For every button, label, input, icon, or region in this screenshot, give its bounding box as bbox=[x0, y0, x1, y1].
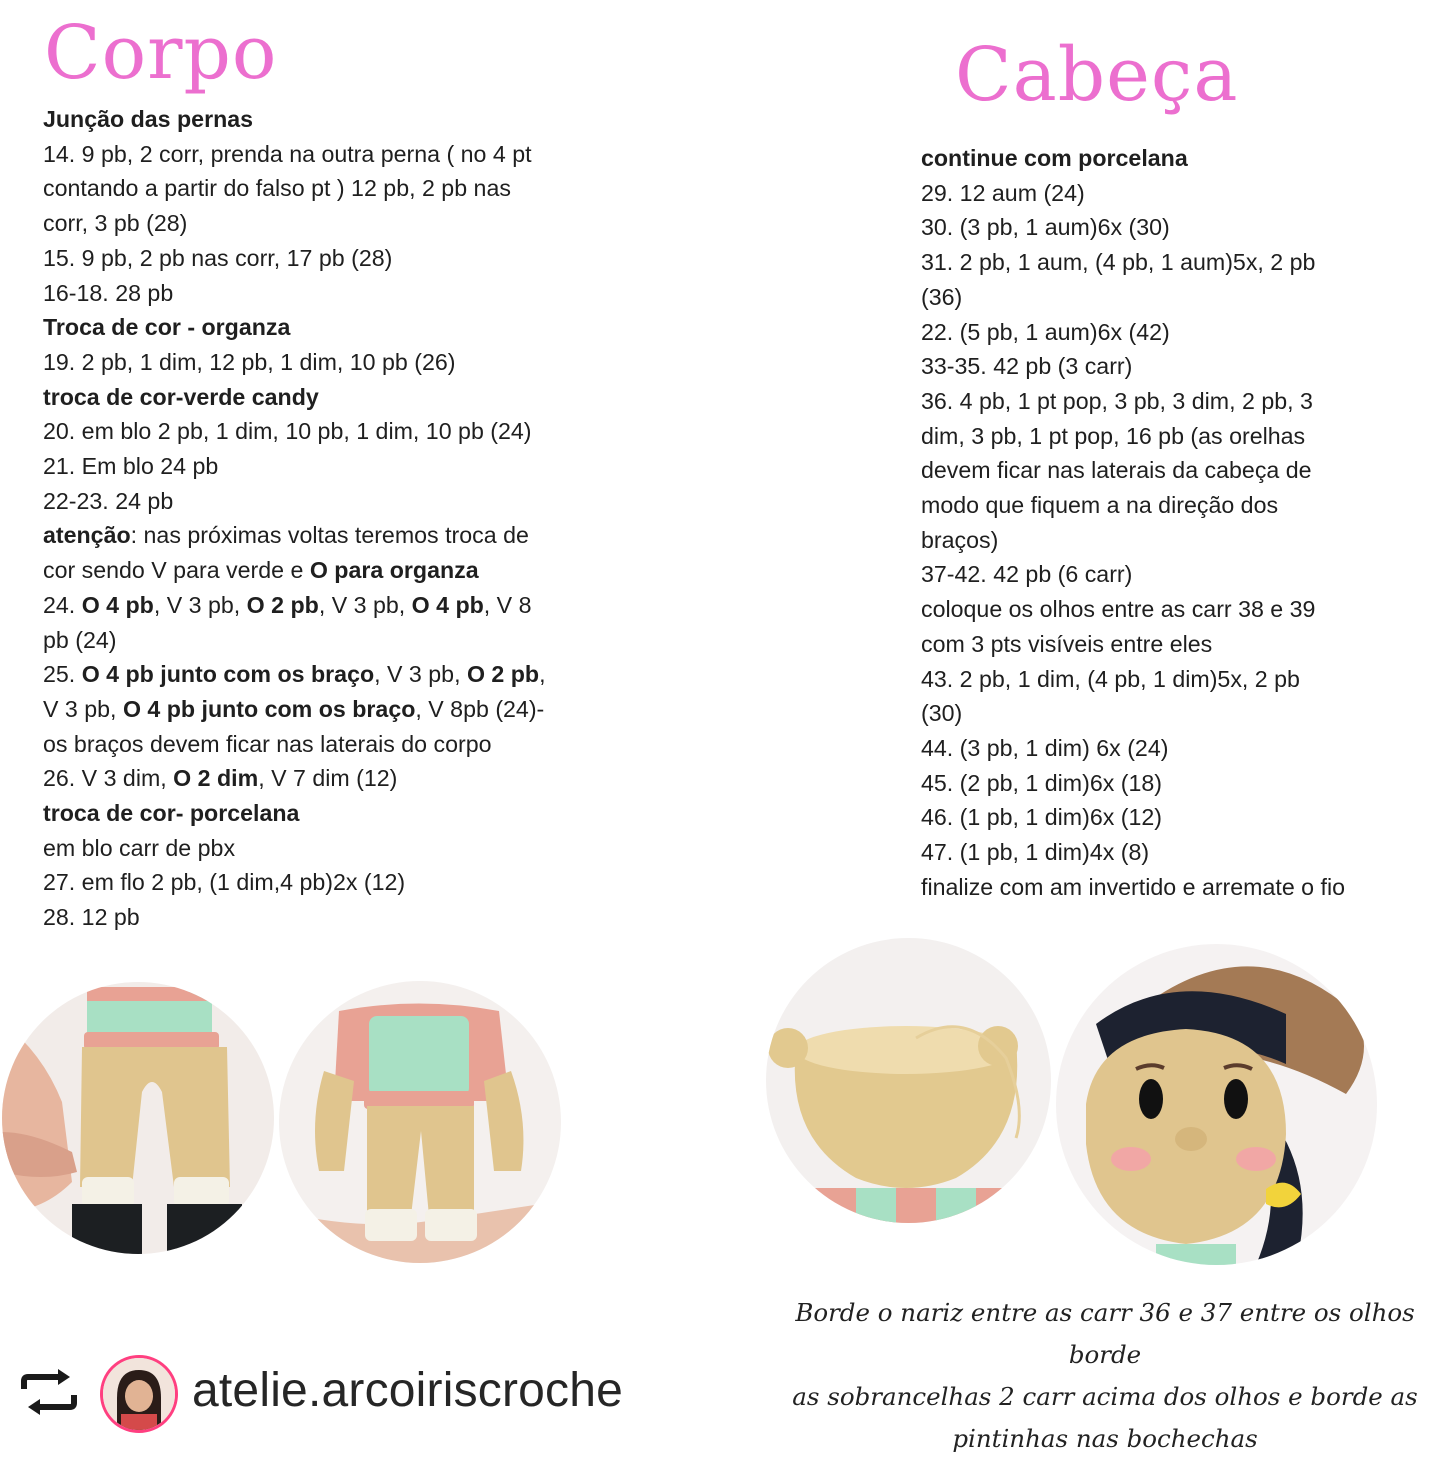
instruction-line bbox=[43, 102, 618, 137]
instruction-line bbox=[921, 349, 1421, 384]
instruction-line bbox=[921, 800, 1421, 835]
text: , bbox=[539, 661, 546, 688]
note-line: Borde o nariz entre as carr 36 e 37 entre os olhos borde bbox=[795, 1298, 1415, 1369]
crochet-head-back-photo bbox=[766, 938, 1051, 1223]
text: V 3 pb, bbox=[43, 695, 123, 722]
bold-text: troca de cor-verde candy bbox=[43, 383, 319, 410]
text: braços) bbox=[921, 526, 999, 553]
avatar[interactable] bbox=[100, 1355, 178, 1433]
text: (36) bbox=[921, 283, 963, 310]
instruction-line bbox=[43, 588, 618, 623]
instruction-line bbox=[43, 727, 618, 762]
instruction-line bbox=[43, 553, 618, 588]
instruction-line bbox=[43, 310, 618, 345]
text: 20. em blo 2 pb, 1 dim, 10 pb, 1 dim, 10 pb (24) bbox=[43, 418, 532, 445]
instruction-line bbox=[921, 557, 1421, 592]
bold-text: O 2 dim bbox=[173, 765, 259, 792]
instruction-line bbox=[921, 627, 1421, 662]
text: 26. V 3 dim, bbox=[43, 765, 174, 792]
instruction-line bbox=[43, 900, 618, 935]
instruction-line bbox=[921, 523, 1421, 558]
text: , V 3 pb, bbox=[153, 591, 247, 618]
text: 36. 4 pb, 1 pt pop, 3 pb, 3 dim, 2 pb, 3 bbox=[921, 387, 1313, 414]
bold-text: troca de cor- porcelana bbox=[43, 800, 300, 827]
cabeca-instructions bbox=[921, 141, 1421, 904]
text: 14. 9 pb, 2 corr, prenda na outra perna ( no 4 pt bbox=[43, 140, 532, 167]
instruction-line bbox=[43, 692, 618, 727]
instruction-line bbox=[921, 662, 1421, 697]
instruction-line bbox=[43, 276, 618, 311]
bold-text: O 2 pb bbox=[246, 591, 319, 618]
corpo-instructions bbox=[43, 102, 618, 935]
text: finalize com am invertido e arremate o fio bbox=[921, 873, 1345, 900]
instruction-line bbox=[43, 414, 618, 449]
text: modo que fiquem a na direção dos bbox=[921, 492, 1279, 519]
text: 21. Em blo 24 pb bbox=[43, 453, 219, 480]
account-handle[interactable]: atelie.arcoiriscroche bbox=[192, 1364, 624, 1417]
text: 15. 9 pb, 2 pb nas corr, 17 pb (28) bbox=[43, 244, 393, 271]
cabeca-title: Cabeça bbox=[955, 32, 1239, 118]
text: em blo carr de pbx bbox=[43, 834, 236, 861]
instruction-line bbox=[43, 831, 618, 866]
bold-text: O 4 pb junto com os braço bbox=[122, 695, 416, 722]
bold-text: O 4 pb junto com os braço bbox=[81, 661, 375, 688]
instruction-line bbox=[921, 835, 1421, 870]
instruction-line bbox=[43, 518, 618, 553]
instruction-line bbox=[43, 623, 618, 658]
text: cor sendo V para verde e bbox=[43, 557, 310, 584]
instruction-line bbox=[43, 449, 618, 484]
bold-text: Troca de cor - organza bbox=[43, 314, 291, 341]
instruction-line bbox=[43, 345, 618, 380]
note-line: as sobrancelhas 2 carr acima dos olhos e borde as bbox=[792, 1382, 1418, 1411]
bold-text: O 4 pb bbox=[81, 591, 154, 618]
text: pb (24) bbox=[43, 626, 117, 653]
text: 43. 2 pb, 1 dim, (4 pb, 1 dim)5x, 2 pb bbox=[921, 665, 1300, 692]
instruction-line bbox=[921, 176, 1421, 211]
instruction-line bbox=[43, 206, 618, 241]
bold-text: Junção das pernas bbox=[43, 106, 254, 132]
instruction-line bbox=[43, 865, 618, 900]
text: 30. (3 pb, 1 aum)6x (30) bbox=[921, 214, 1170, 241]
crochet-body-arms-photo bbox=[279, 981, 561, 1263]
instruction-line bbox=[921, 315, 1421, 350]
text: dim, 3 pb, 1 pt pop, 16 pb (as orelhas bbox=[921, 422, 1306, 449]
text: , V 8pb (24)- bbox=[415, 695, 545, 722]
text: 44. (3 pb, 1 dim) 6x (24) bbox=[921, 734, 1169, 761]
text: 22-23. 24 pb bbox=[43, 487, 174, 514]
text: 29. 12 aum (24) bbox=[921, 179, 1085, 206]
instruction-line bbox=[921, 280, 1421, 315]
instruction-line bbox=[43, 796, 618, 831]
text: 45. (2 pb, 1 dim)6x (18) bbox=[921, 769, 1163, 796]
instruction-line bbox=[43, 761, 618, 796]
instruction-line bbox=[43, 657, 618, 692]
instruction-line bbox=[43, 380, 618, 415]
bold-text: continue com porcelana bbox=[921, 145, 1188, 171]
corpo-title: Corpo bbox=[44, 10, 278, 96]
instruction-line bbox=[921, 731, 1421, 766]
text: : nas próximas voltas teremos troca de bbox=[130, 522, 529, 549]
instruction-line bbox=[43, 137, 618, 172]
text: devem ficar nas laterais da cabeça de bbox=[921, 457, 1312, 484]
embroidery-note bbox=[780, 1292, 1430, 1460]
text: 19. 2 pb, 1 dim, 12 pb, 1 dim, 10 pb (26) bbox=[43, 348, 456, 375]
instruction-line bbox=[43, 241, 618, 276]
repost-icon bbox=[18, 1369, 80, 1415]
text: , V 3 pb, bbox=[318, 591, 412, 618]
text: 37-42. 42 pb (6 carr) bbox=[921, 561, 1133, 588]
note-line: pintinhas nas bochechas bbox=[952, 1424, 1258, 1453]
text: (30) bbox=[921, 700, 963, 727]
text: , V 3 pb, bbox=[374, 661, 467, 688]
text: 33-35. 42 pb (3 carr) bbox=[921, 353, 1133, 380]
repost-footer bbox=[18, 1355, 718, 1435]
text: 47. (1 pb, 1 dim)4x (8) bbox=[921, 839, 1150, 866]
instruction-line bbox=[921, 592, 1421, 627]
instruction-line bbox=[921, 766, 1421, 801]
text: 31. 2 pb, 1 aum, (4 pb, 1 aum)5x, 2 pb bbox=[921, 249, 1316, 276]
text: com 3 pts visíveis entre eles bbox=[921, 630, 1213, 657]
bold-text: atenção bbox=[43, 522, 131, 549]
crochet-face-photo bbox=[1056, 944, 1377, 1265]
text: 25. bbox=[43, 661, 82, 688]
text: 46. (1 pb, 1 dim)6x (12) bbox=[921, 804, 1163, 831]
text: corr, 3 pb (28) bbox=[43, 210, 188, 237]
text: 28. 12 pb bbox=[43, 904, 140, 931]
text: , V 7 dim (12) bbox=[258, 765, 398, 792]
bold-text: O 2 pb bbox=[466, 661, 540, 688]
instruction-line bbox=[43, 171, 618, 206]
instruction-line bbox=[921, 384, 1421, 419]
instruction-line bbox=[921, 870, 1421, 905]
instruction-line bbox=[921, 453, 1421, 488]
text: 22. (5 pb, 1 aum)6x (42) bbox=[921, 318, 1170, 345]
bold-text: O para organza bbox=[309, 557, 479, 584]
instruction-line bbox=[921, 419, 1421, 454]
instruction-line bbox=[921, 488, 1421, 523]
instruction-line bbox=[921, 141, 1421, 176]
text: os braços devem ficar nas laterais do corpo bbox=[43, 730, 492, 757]
text: , V 8 bbox=[483, 591, 532, 618]
text: 27. em flo 2 pb, (1 dim,4 pb)2x (12) bbox=[43, 869, 406, 896]
text: contando a partir do falso pt ) 12 pb, 2 pb nas bbox=[43, 175, 511, 202]
bold-text: O 4 pb bbox=[411, 591, 484, 618]
text: 16-18. 28 pb bbox=[43, 279, 174, 306]
instruction-line bbox=[921, 245, 1421, 280]
crochet-legs-photo bbox=[2, 982, 274, 1254]
instruction-line bbox=[921, 210, 1421, 245]
instruction-line bbox=[43, 484, 618, 519]
text: 24. bbox=[43, 591, 82, 618]
text: coloque os olhos entre as carr 38 e 39 bbox=[921, 596, 1316, 623]
instruction-line bbox=[921, 696, 1421, 731]
